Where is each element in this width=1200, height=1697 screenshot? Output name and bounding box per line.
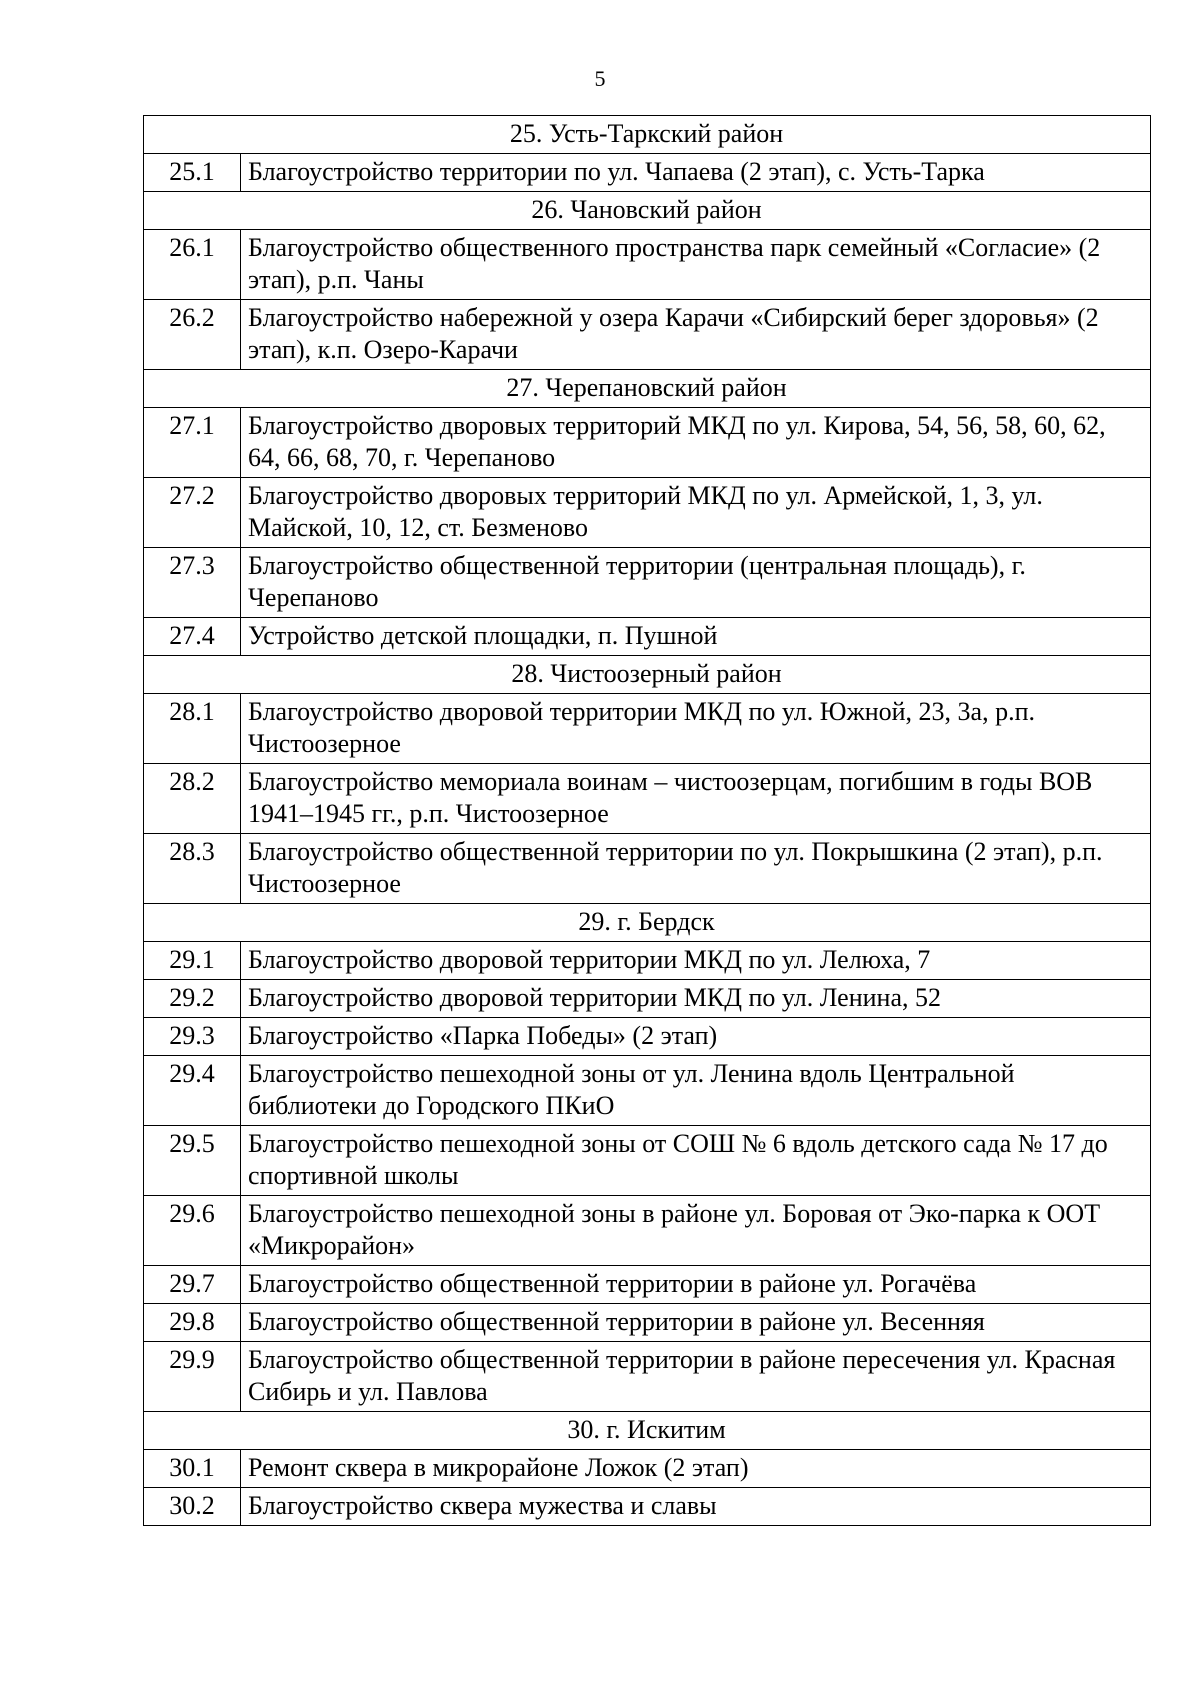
table-row: [144, 618, 1151, 656]
table-row: [144, 1450, 1151, 1488]
table-row: [144, 300, 1151, 370]
table-row: [144, 1266, 1151, 1304]
section-header-row: [144, 1412, 1151, 1450]
table-row: [144, 1018, 1151, 1056]
section-header-row: [144, 904, 1151, 942]
section-title: 30. г. Искитим: [144, 1412, 1151, 1450]
item-number: 30.1: [144, 1450, 241, 1488]
table-row: [144, 154, 1151, 192]
item-description: Благоустройство «Парка Победы» (2 этап): [241, 1018, 1151, 1056]
item-number: 28.3: [144, 834, 241, 904]
item-number: 29.5: [144, 1126, 241, 1196]
item-number: 27.3: [144, 548, 241, 618]
item-number: 30.2: [144, 1488, 241, 1526]
table-row: [144, 694, 1151, 764]
item-number: 25.1: [144, 154, 241, 192]
section-title: 25. Усть-Таркский район: [144, 116, 1151, 154]
item-number: 27.2: [144, 478, 241, 548]
table-row: [144, 1196, 1151, 1266]
item-description: Благоустройство общественной территории (центральная площадь), г. Черепаново: [241, 548, 1151, 618]
section-header-row: [144, 116, 1151, 154]
item-description: Благоустройство дворовых территорий МКД по ул. Кирова, 54, 56, 58, 60, 62, 64, 66, 68, 70, г. Черепаново: [241, 408, 1151, 478]
projects-table: [143, 115, 1151, 1526]
item-number: 29.3: [144, 1018, 241, 1056]
item-description: Благоустройство общественной территории в районе пересечения ул. Красная Сибирь и ул. Павлова: [241, 1342, 1151, 1412]
table-row: [144, 764, 1151, 834]
item-description: Благоустройство дворовых территорий МКД по ул. Армейской, 1, 3, ул. Майской, 10, 12, ст. Безменово: [241, 478, 1151, 548]
item-description: Благоустройство дворовой территории МКД по ул. Южной, 23, 3а, р.п. Чистоозерное: [241, 694, 1151, 764]
section-header-row: [144, 656, 1151, 694]
section-title: 26. Чановский район: [144, 192, 1151, 230]
item-number: 27.4: [144, 618, 241, 656]
table-row: [144, 548, 1151, 618]
table-row: [144, 478, 1151, 548]
table-row: [144, 1056, 1151, 1126]
item-description: Устройство детской площадки, п. Пушной: [241, 618, 1151, 656]
item-description: Благоустройство мемориала воинам – чистоозерцам, погибшим в годы ВОВ 1941–1945 гг., р.п. Чистоозерное: [241, 764, 1151, 834]
item-description: Благоустройство пешеходной зоны в районе ул. Боровая от Эко-парка к ООТ «Микрорайон»: [241, 1196, 1151, 1266]
item-number: 28.1: [144, 694, 241, 764]
item-description: Благоустройство общественной территории в районе ул. Рогачёва: [241, 1266, 1151, 1304]
table-row: [144, 1304, 1151, 1342]
item-number: 29.9: [144, 1342, 241, 1412]
section-title: 28. Чистоозерный район: [144, 656, 1151, 694]
item-number: 26.1: [144, 230, 241, 300]
item-description: Благоустройство пешеходной зоны от СОШ № 6 вдоль детского сада № 17 до спортивной школы: [241, 1126, 1151, 1196]
item-number: 29.6: [144, 1196, 241, 1266]
table-row: [144, 1126, 1151, 1196]
section-title: 27. Черепановский район: [144, 370, 1151, 408]
table-row: [144, 942, 1151, 980]
item-description: Благоустройство территории по ул. Чапаева (2 этап), с. Усть-Тарка: [241, 154, 1151, 192]
item-description: Благоустройство набережной у озера Карачи «Сибирский берег здоровья» (2 этап), к.п. Озеро-Карачи: [241, 300, 1151, 370]
item-description: Ремонт сквера в микрорайоне Ложок (2 этап): [241, 1450, 1151, 1488]
item-number: 29.7: [144, 1266, 241, 1304]
section-title: 29. г. Бердск: [144, 904, 1151, 942]
table-row: [144, 834, 1151, 904]
item-number: 29.2: [144, 980, 241, 1018]
item-description: Благоустройство общественной территории по ул. Покрышкина (2 этап), р.п. Чистоозерное: [241, 834, 1151, 904]
table-row: [144, 1488, 1151, 1526]
item-description: Благоустройство сквера мужества и славы: [241, 1488, 1151, 1526]
item-number: 29.8: [144, 1304, 241, 1342]
item-description: Благоустройство дворовой территории МКД по ул. Лелюха, 7: [241, 942, 1151, 980]
table-row: [144, 1342, 1151, 1412]
section-header-row: [144, 192, 1151, 230]
table-body: [144, 116, 1151, 1526]
item-number: 29.1: [144, 942, 241, 980]
page-number: 5: [594, 66, 606, 91]
item-number: 27.1: [144, 408, 241, 478]
item-number: 26.2: [144, 300, 241, 370]
item-number: 29.4: [144, 1056, 241, 1126]
item-number: 28.2: [144, 764, 241, 834]
item-description: Благоустройство дворовой территории МКД по ул. Ленина, 52: [241, 980, 1151, 1018]
section-header-row: [144, 370, 1151, 408]
item-description: Благоустройство пешеходной зоны от ул. Ленина вдоль Центральной библиотеки до Городского ПКиО: [241, 1056, 1151, 1126]
item-description: Благоустройство общественной территории в районе ул. Весенняя: [241, 1304, 1151, 1342]
table-row: [144, 408, 1151, 478]
item-description: Благоустройство общественного пространства парк семейный «Согласие» (2 этап), р.п. Чаны: [241, 230, 1151, 300]
table-row: [144, 230, 1151, 300]
table-row: [144, 980, 1151, 1018]
